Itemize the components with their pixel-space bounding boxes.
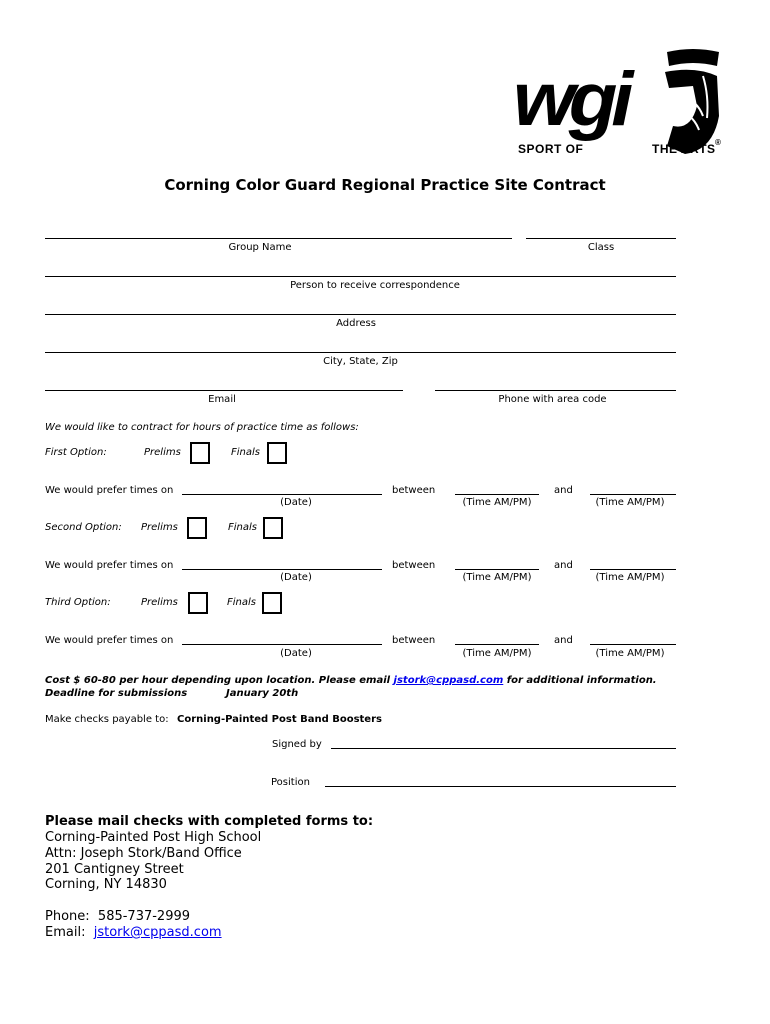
person-line[interactable] (45, 276, 676, 277)
option-1-prefer-text: We would prefer times on (45, 485, 174, 496)
logo-tagline-left: SPORT OF (518, 142, 584, 156)
option-3-label: Third Option: (45, 597, 111, 608)
phone-line[interactable] (435, 390, 676, 391)
mail-phone-value: 585-737-2999 (97, 909, 191, 924)
option-1-prelims-label: Prelims (144, 447, 181, 458)
person-caption: Person to receive correspondence (290, 280, 460, 291)
mail-heading: Please mail checks with completed forms to: (45, 814, 374, 829)
option-2-time-start-caption: (Time AM/PM) (462, 572, 532, 583)
wgi-logo (513, 44, 728, 162)
cost-email-link[interactable]: jstork@cppasd.com (393, 675, 504, 686)
mail-line-2: Attn: Joseph Stork/Band Office (45, 846, 242, 861)
signed-by-line[interactable] (331, 748, 676, 749)
option-2-time-end-line[interactable] (590, 569, 676, 570)
email-caption: Email (208, 394, 236, 405)
position-label: Position (271, 777, 310, 788)
class-line[interactable] (526, 238, 676, 239)
group-name-line[interactable] (45, 238, 512, 239)
logo-registered-mark: ® (715, 138, 721, 147)
option-3-prefer-text: We would prefer times on (45, 635, 174, 646)
option-1-date-caption: (Date) (280, 497, 312, 508)
mail-email (45, 925, 222, 941)
option-3-date-line[interactable] (182, 644, 382, 645)
option-2-time-start-line[interactable] (455, 569, 539, 570)
mail-line-4: Corning, NY 14830 (45, 877, 167, 892)
position-line[interactable] (325, 786, 676, 787)
option-3-time-end-line[interactable] (590, 644, 676, 645)
city-line[interactable] (45, 352, 676, 353)
option-3-finals-label: Finals (227, 597, 256, 608)
phone-caption: Phone with area code (498, 394, 607, 405)
option-1-and-text: and (554, 485, 573, 496)
option-3-between-text: between (392, 635, 436, 646)
option-2-finals-label: Finals (228, 522, 257, 533)
option-2-time-end-caption: (Time AM/PM) (595, 572, 665, 583)
mail-phone (45, 909, 190, 925)
page-title: Corning Color Guard Regional Practice Site Contract (164, 176, 606, 194)
email-line[interactable] (45, 390, 403, 391)
deadline-date: January 20th (226, 688, 299, 699)
cost-line (45, 675, 657, 686)
option-3-finals-checkbox[interactable] (262, 592, 282, 614)
option-2-date-caption: (Date) (280, 572, 312, 583)
option-1-time-start-caption: (Time AM/PM) (462, 497, 532, 508)
mail-line-3: 201 Cantigney Street (45, 862, 184, 877)
option-2-label: Second Option: (45, 522, 122, 533)
cost-text-post: for additional information. (503, 675, 657, 686)
option-3-prelims-checkbox[interactable] (188, 592, 208, 614)
signed-by-label: Signed by (272, 739, 322, 750)
option-2-prelims-checkbox[interactable] (187, 517, 207, 539)
option-2-date-line[interactable] (182, 569, 382, 570)
class-caption: Class (587, 242, 615, 253)
option-1-date-line[interactable] (182, 494, 382, 495)
option-1-prelims-checkbox[interactable] (190, 442, 210, 464)
option-2-prelims-label: Prelims (141, 522, 178, 533)
checks-label: Make checks payable to: (45, 714, 169, 725)
city-caption: City, State, Zip (323, 356, 398, 367)
deadline-label: Deadline for submissions (45, 688, 188, 699)
option-1-finals-checkbox[interactable] (267, 442, 287, 464)
option-1-time-end-line[interactable] (590, 494, 676, 495)
address-line[interactable] (45, 314, 676, 315)
option-1-between-text: between (392, 485, 436, 496)
logo-brand-text: wgi (513, 57, 628, 142)
mail-line-1: Corning-Painted Post High School (45, 830, 262, 845)
option-3-time-end-caption: (Time AM/PM) (595, 648, 665, 659)
address-caption: Address (336, 318, 376, 329)
logo-tagline-right: THE ARTS (652, 142, 716, 156)
option-3-time-start-caption: (Time AM/PM) (462, 648, 532, 659)
option-1-finals-label: Finals (231, 447, 260, 458)
option-2-between-text: between (392, 560, 436, 571)
option-2-prefer-text: We would prefer times on (45, 560, 174, 571)
option-1-time-start-line[interactable] (455, 494, 539, 495)
option-1-label: First Option: (45, 447, 107, 458)
mail-phone-label: Phone: (45, 909, 90, 924)
option-3-and-text: and (554, 635, 573, 646)
group-name-caption: Group Name (228, 242, 292, 253)
mail-email-label: Email: (45, 925, 86, 940)
option-2-and-text: and (554, 560, 573, 571)
cost-text-pre: Cost $ 60-80 per hour depending upon location. Please email (45, 675, 394, 686)
checks-payee: Corning-Painted Post Band Boosters (177, 714, 382, 725)
option-3-date-caption: (Date) (280, 648, 312, 659)
option-3-prelims-label: Prelims (141, 597, 178, 608)
option-3-time-start-line[interactable] (455, 644, 539, 645)
mail-email-link[interactable]: jstork@cppasd.com (93, 925, 222, 940)
intro-text: We would like to contract for hours of practice time as follows: (45, 422, 359, 433)
option-2-finals-checkbox[interactable] (263, 517, 283, 539)
option-1-time-end-caption: (Time AM/PM) (595, 497, 665, 508)
